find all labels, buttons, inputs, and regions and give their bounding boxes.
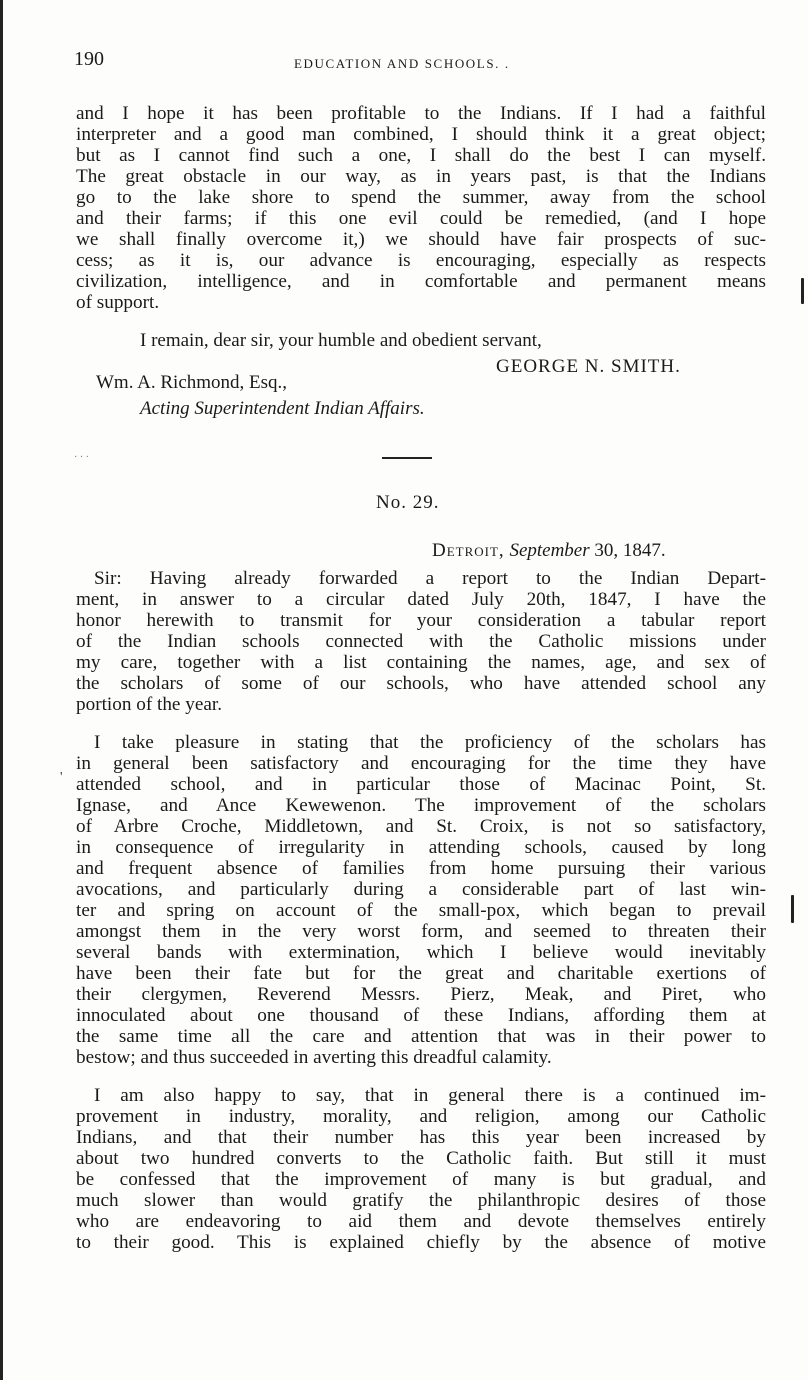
text-line: be confessed that the improvement of many is but gradual, and <box>76 1169 766 1190</box>
text-line: amongst them in the very worst form, and seemed to threaten their <box>76 921 766 942</box>
text-line: much slower than would gratify the philanthropic desires of those <box>76 1190 766 1211</box>
text-line: I am also happy to say, that in general there is a continued im- <box>94 1085 766 1106</box>
text-line: and I hope it has been profitable to the Indians. If I had a faithful <box>76 103 766 124</box>
dateline <box>432 540 666 562</box>
margin-mark <box>791 895 794 923</box>
text-line: Sir: Having already forwarded a report to the Indian Depart- <box>94 568 766 589</box>
text-line: several bands with extermination, which I believe would inevitably <box>76 942 766 963</box>
dateline-month: September <box>509 540 590 561</box>
text-line: attended school, and in particular those of Macinac Point, St. <box>76 774 766 795</box>
text-line: Indians, and that their number has this year been increased by <box>76 1127 766 1148</box>
text-line: I take pleasure in stating that the proficiency of the scholars has <box>94 732 766 753</box>
dateline-day-year: 30, 1847. <box>594 540 666 561</box>
print-speck: ' <box>60 770 63 785</box>
text-line: portion of the year. <box>76 694 222 715</box>
text-line: Ignase, and Ance Kewewenon. The improvement of the scholars <box>76 795 766 816</box>
page-number: 190 <box>74 48 104 70</box>
text-line: of support. <box>76 292 160 313</box>
text-line: of the Indian schools connected with the Catholic missions under <box>76 631 766 652</box>
text-line: the same time all the care and attention that was in their power to <box>76 1026 766 1047</box>
text-line: The great obstacle in our way, as in years past, is that the Indians <box>76 166 766 187</box>
text-line: civilization, intelligence, and in comfortable and permanent means <box>76 271 766 292</box>
text-line: bestow; and thus succeeded in averting this dreadful calamity. <box>76 1047 552 1068</box>
text-line: my care, together with a list containing the names, age, and sex of <box>76 652 766 673</box>
addressee-title: Acting Superintendent Indian Affairs. <box>140 398 425 419</box>
text-line: to their good. This is explained chiefly by the absence of motive <box>76 1232 766 1253</box>
text-line: and their farms; if this one evil could be remedied, (and I hope <box>76 208 766 229</box>
text-line: cess; as it is, our advance is encouraging, especially as respects <box>76 250 766 271</box>
text-line: in general been satisfactory and encouraging for the time they have <box>76 753 766 774</box>
dateline-place: Detroit, <box>432 540 505 561</box>
text-line: the scholars of some of our schools, who have attended school any <box>76 673 766 694</box>
text-line: who are endeavoring to aid them and devote themselves entirely <box>76 1211 766 1232</box>
text-line: we shall finally overcome it,) we should have fair prospects of suc- <box>76 229 766 250</box>
text-line: avocations, and particularly during a considerable part of last win- <box>76 879 766 900</box>
text-line: provement in industry, morality, and religion, among our Catholic <box>76 1106 766 1127</box>
text-line: but as I cannot find such a one, I shall do the best I can myself. <box>76 145 766 166</box>
text-line: and frequent absence of families from home pursuing their various <box>76 858 766 879</box>
running-head-title: EDUCATION AND SCHOOLS. . <box>294 56 510 71</box>
running-head <box>74 48 764 74</box>
text-line: interpreter and a good man combined, I should think it a great object; <box>76 124 766 145</box>
text-line: in consequence of irregularity in attending schools, caused by long <box>76 837 766 858</box>
text-line: honor herewith to transmit for your consideration a tabular report <box>76 610 766 631</box>
letter-closing: I remain, dear sir, your humble and obedient servant, <box>140 330 542 351</box>
addressee-name: Wm. A. Richmond, Esq., <box>96 372 288 393</box>
text-line: ment, in answer to a circular dated July 20th, 1847, I have the <box>76 589 766 610</box>
page-edge-shadow <box>0 0 3 1380</box>
document-number: No. 29. <box>376 492 440 513</box>
text-line: innoculated about one thousand of these Indians, affording them at <box>76 1005 766 1026</box>
text-line: about two hundred converts to the Catholic faith. But still it must <box>76 1148 766 1169</box>
text-line: of Arbre Croche, Middletown, and St. Croix, is not so satisfactory, <box>76 816 766 837</box>
print-speck: · · · <box>74 452 89 463</box>
section-divider <box>382 457 432 459</box>
signature: GEORGE N. SMITH. <box>496 356 681 377</box>
text-line: their clergymen, Reverend Messrs. Pierz, Meak, and Piret, who <box>76 984 766 1005</box>
text-line: ter and spring on account of the small-pox, which began to prevail <box>76 900 766 921</box>
margin-mark <box>801 278 804 304</box>
text-line: go to the lake shore to spend the summer, away from the school <box>76 187 766 208</box>
text-line: have been their fate but for the great and charitable exertions of <box>76 963 766 984</box>
